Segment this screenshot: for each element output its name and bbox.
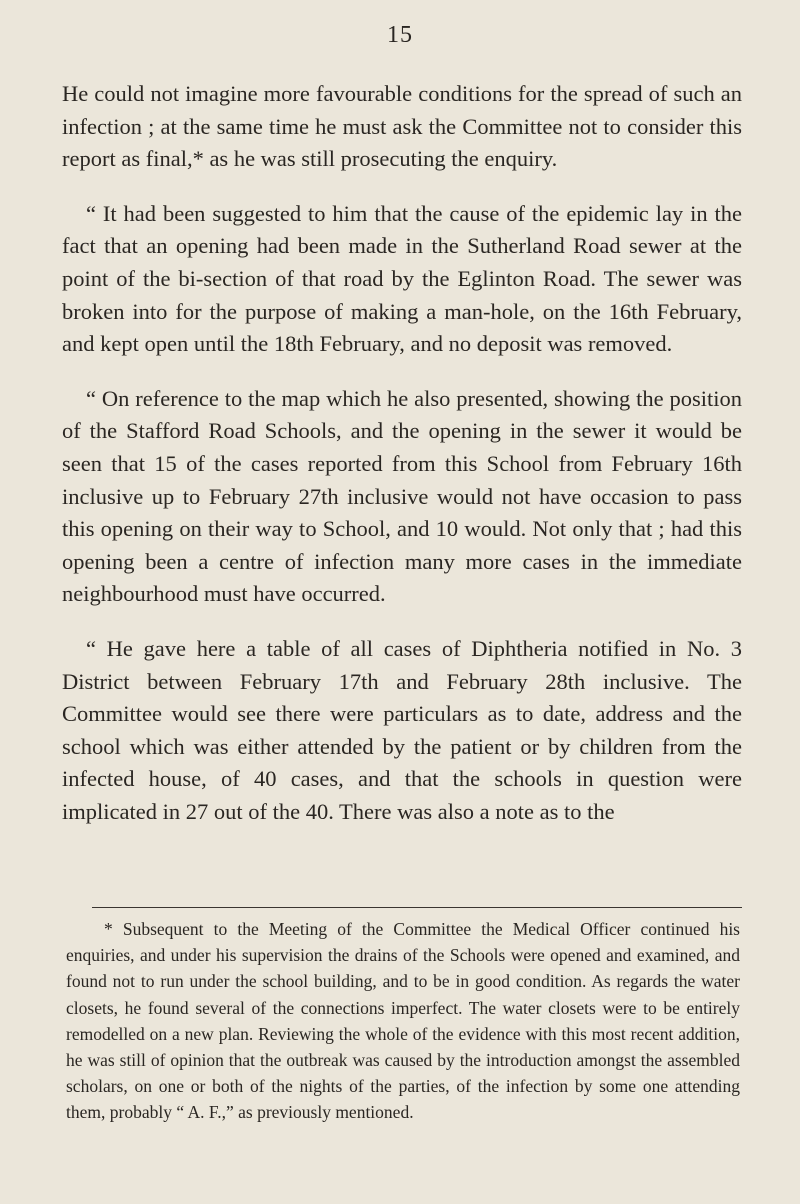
paragraph-4: “ He gave here a table of all cases of Diphtheria notified in No. 3 District between February 17th and February 28th inclusive. The Committee would see there were particulars as to date, address and the school which was either attended by the patient or by children from the infected house, of 40 cases, and that the schools in question were implicated in 27 out of the 40. There was also a note as to the [62,635,742,824]
footnote-divider [92,907,742,908]
body-text [62,78,742,850]
paragraph-3: “ On reference to the map which he also presented, showing the position of the Stafford Road Schools, and the opening in the sewer it would be seen that 15 of the cases reported from this School from February 16th inclusive up to February 27th inclusive would not have occasion to pass this opening on their way to School, and 10 would. Not only that ; had this opening been a centre of infection many more cases in the immediate neighbourhood must have occurred. [62,385,742,607]
paragraph-2: “ It had been suggested to him that the cause of the epidemic lay in the fact that an opening had been made in the Sutherland Road sewer at the point of the bi-section of that road by the Eglinton Road. The sewer was broken into for the purpose of making a man-hole, on the 16th February, and kept open until the 18th February, and no deposit was removed. [62,200,742,357]
page-number: 15 [387,22,413,48]
paragraph-1: He could not imagine more favourable conditions for the spread of such an infection ; at the same time he must ask the Committee not to consider this report as final,* as he was still prosecuting the enquiry. [62,81,742,172]
footnote: * Subsequent to the Meeting of the Committee the Medical Officer continued his enquiries, and under his supervision the drains of the Schools were opened and examined, and found not to run under the school building, and to be in good condition. As regards the water closets, he found several of the connections imperfect. The water closets were to be entirely remodelled on a new plan. Reviewing the whole of the evidence with this most recent addition, he was still of opinion that the outbreak was caused by the introduction amongst the assembled scholars, on one or both of the nights of the parties, of the infection by some one attending them, probably “ A. F.,” as previously mentioned. [66,919,740,1123]
